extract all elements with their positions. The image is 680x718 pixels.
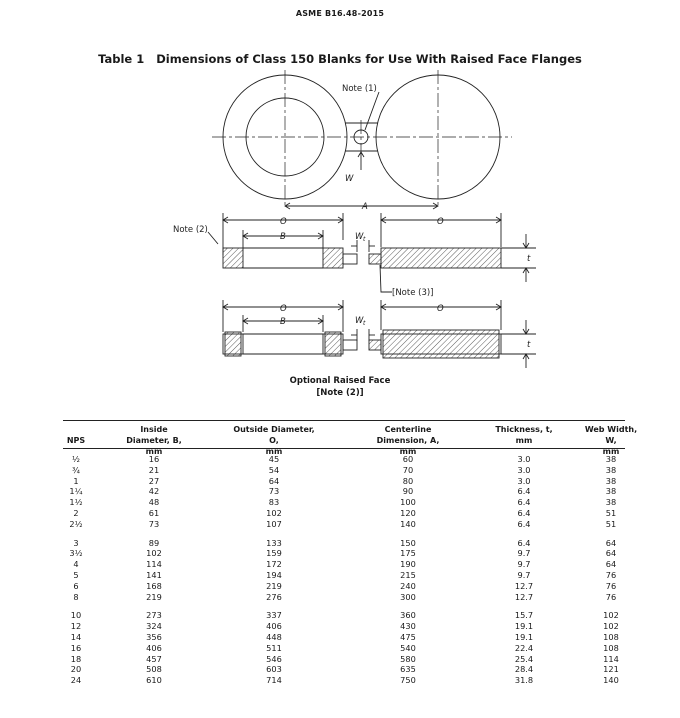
table-row bbox=[63, 592, 625, 603]
table-cell: 3.0 bbox=[517, 454, 531, 464]
table-cell: 38 bbox=[605, 486, 617, 497]
table-cell: 141 bbox=[146, 569, 162, 580]
table-cell: 48 bbox=[148, 497, 160, 508]
col-header-thickness: Thickness, t, mm bbox=[495, 425, 553, 445]
table-cell: 38 bbox=[605, 464, 617, 475]
table-cell: 4 bbox=[73, 559, 79, 570]
table-cell: 114 bbox=[603, 653, 619, 664]
table-cell: ¾ bbox=[72, 464, 80, 475]
table-cell: 6.4 bbox=[517, 497, 531, 508]
table-cell: 76 bbox=[605, 591, 617, 602]
table-header bbox=[63, 421, 638, 456]
table-cell: ½ bbox=[72, 454, 80, 464]
document-header: ASME B16.48-2015 bbox=[295, 9, 385, 18]
table-cell: 51 bbox=[605, 507, 617, 518]
table-row bbox=[63, 559, 625, 570]
table-cell: 190 bbox=[400, 559, 416, 570]
wt-subscript-2: t bbox=[363, 320, 366, 327]
b-label-left: B bbox=[280, 232, 286, 242]
table-row bbox=[63, 581, 625, 592]
table-cell: 9.7 bbox=[517, 569, 531, 580]
table-cell: 120 bbox=[400, 507, 416, 518]
table-cell: 448 bbox=[266, 631, 282, 642]
o-label-left-2: O bbox=[280, 304, 287, 314]
table-row bbox=[63, 476, 625, 487]
table-cell: 406 bbox=[266, 621, 282, 632]
table-cell: 64 bbox=[605, 548, 617, 559]
table-cell: 102 bbox=[603, 610, 619, 621]
table-cell: 20 bbox=[70, 664, 82, 675]
table-cell: 31.8 bbox=[514, 675, 534, 686]
table-cell: 64 bbox=[605, 559, 617, 570]
table-cell: 102 bbox=[603, 621, 619, 632]
table-cell: 108 bbox=[603, 642, 619, 653]
table-cell: 73 bbox=[268, 486, 280, 497]
table-cell: 475 bbox=[400, 631, 416, 642]
table-cell: 80 bbox=[402, 475, 414, 486]
table-cell: 168 bbox=[146, 580, 162, 591]
table-cell: 360 bbox=[400, 610, 416, 621]
table-cell: 1 bbox=[73, 475, 79, 486]
w-label: W bbox=[345, 174, 354, 184]
table-cell: 9.7 bbox=[517, 559, 531, 570]
table-cell: 215 bbox=[400, 569, 416, 580]
wt-label: W bbox=[355, 232, 364, 242]
table-cell: 159 bbox=[266, 548, 282, 559]
table-cell: 546 bbox=[266, 653, 282, 664]
table-cell: 102 bbox=[266, 507, 282, 518]
table-cell: 108 bbox=[603, 631, 619, 642]
table-row bbox=[63, 454, 625, 465]
table-cell: 2 bbox=[73, 507, 79, 518]
table-cell: 2½ bbox=[69, 518, 83, 529]
table-cell: 10 bbox=[70, 610, 82, 621]
table-row bbox=[63, 508, 625, 519]
wt-subscript: t bbox=[363, 236, 366, 243]
table-cell: 750 bbox=[400, 675, 416, 686]
table-number: Table 1 bbox=[98, 52, 145, 66]
note3-label: [Note (3)] bbox=[392, 288, 434, 298]
table-cell: 540 bbox=[400, 642, 416, 653]
table-title-text: Dimensions of Class 150 Blanks for Use With Raised Face Flanges bbox=[156, 52, 582, 66]
table-cell: 133 bbox=[266, 537, 282, 548]
table-cell: 19.1 bbox=[514, 621, 534, 632]
table-cell: 324 bbox=[146, 621, 162, 632]
table-cell: 6.4 bbox=[517, 537, 531, 548]
table-cell: 51 bbox=[605, 518, 617, 529]
table-cell: 107 bbox=[266, 518, 282, 529]
table-cell: 219 bbox=[146, 591, 162, 602]
o-label-right-2: O bbox=[437, 304, 444, 314]
table-row bbox=[63, 664, 625, 675]
table-cell: 38 bbox=[605, 497, 617, 508]
table-row bbox=[63, 519, 625, 530]
table-row bbox=[63, 548, 625, 559]
table-cell: 508 bbox=[146, 664, 162, 675]
table-cell: 89 bbox=[148, 537, 160, 548]
table-cell: 61 bbox=[148, 507, 160, 518]
table-cell: 16 bbox=[148, 454, 160, 464]
table-cell: 114 bbox=[146, 559, 162, 570]
table-cell: 3.0 bbox=[517, 475, 531, 486]
table-cell: 150 bbox=[400, 537, 416, 548]
table-cell: 140 bbox=[400, 518, 416, 529]
table-cell: 175 bbox=[400, 548, 416, 559]
table-cell: 580 bbox=[400, 653, 416, 664]
table-cell: 1¼ bbox=[69, 486, 83, 497]
table-cell: 194 bbox=[266, 569, 282, 580]
table-cell: 9.7 bbox=[517, 548, 531, 559]
table-cell: 3½ bbox=[69, 548, 83, 559]
table-cell: 60 bbox=[402, 454, 414, 464]
col-header-centerline: Centerline Dimension, A, mm bbox=[376, 425, 440, 456]
table-cell: 635 bbox=[400, 664, 416, 675]
table-cell: 610 bbox=[146, 675, 162, 686]
t-label-2: t bbox=[527, 340, 531, 350]
table-cell: 8 bbox=[73, 591, 79, 602]
table-cell: 5 bbox=[73, 569, 79, 580]
table-cell: 42 bbox=[148, 486, 160, 497]
table-cell: 219 bbox=[266, 580, 282, 591]
table-cell: 102 bbox=[146, 548, 162, 559]
table-cell: 273 bbox=[146, 610, 162, 621]
table-row bbox=[63, 486, 625, 497]
a-label: A bbox=[362, 202, 368, 212]
table-row bbox=[63, 465, 625, 476]
table-cell: 24 bbox=[70, 675, 82, 686]
table-cell: 100 bbox=[400, 497, 416, 508]
table-cell: 240 bbox=[400, 580, 416, 591]
table-row bbox=[63, 610, 625, 621]
table-cell: 121 bbox=[603, 664, 619, 675]
table-cell: 6 bbox=[73, 580, 79, 591]
table-cell: 337 bbox=[266, 610, 282, 621]
b-label-left-2: B bbox=[280, 317, 286, 327]
note2-label: Note (2) bbox=[173, 225, 208, 235]
table-cell: 6.4 bbox=[517, 486, 531, 497]
table-cell: 12 bbox=[70, 621, 82, 632]
note1-label: Note (1) bbox=[342, 84, 377, 94]
figure-caption: Optional Raised Face bbox=[289, 376, 391, 386]
col-header-web-width: Web Width, W, mm bbox=[584, 425, 638, 456]
table-cell: 38 bbox=[605, 475, 617, 486]
table-cell: 90 bbox=[402, 486, 414, 497]
table-cell: 172 bbox=[266, 559, 282, 570]
table-cell: 70 bbox=[402, 464, 414, 475]
table-row bbox=[63, 621, 625, 632]
col-header-nps: NPS bbox=[66, 436, 86, 445]
table-cell: 16 bbox=[70, 642, 82, 653]
table-cell: 14 bbox=[70, 631, 82, 642]
table-cell: 76 bbox=[605, 580, 617, 591]
table-cell: 714 bbox=[266, 675, 282, 686]
table-cell: 603 bbox=[266, 664, 282, 675]
o-label-right: O bbox=[437, 217, 444, 227]
col-header-outside-diameter: Outside Diameter, O, mm bbox=[233, 425, 315, 456]
table-cell: 64 bbox=[268, 475, 280, 486]
table-cell: 430 bbox=[400, 621, 416, 632]
table-cell: 1½ bbox=[69, 497, 83, 508]
table-row bbox=[63, 538, 625, 549]
table-cell: 6.4 bbox=[517, 518, 531, 529]
table-cell: 12.7 bbox=[514, 591, 534, 602]
table-cell: 73 bbox=[148, 518, 160, 529]
table-cell: 83 bbox=[268, 497, 280, 508]
table-cell: 54 bbox=[268, 464, 280, 475]
table-row bbox=[63, 643, 625, 654]
table-cell: 19.1 bbox=[514, 631, 534, 642]
table-cell: 12.7 bbox=[514, 580, 534, 591]
table-cell: 6.4 bbox=[517, 507, 531, 518]
table-cell: 28.4 bbox=[514, 664, 534, 675]
table-row bbox=[63, 632, 625, 643]
table-cell: 22.4 bbox=[514, 642, 534, 653]
col-header-inside-diameter: Inside Diameter, B, mm bbox=[126, 425, 182, 456]
table-cell: 457 bbox=[146, 653, 162, 664]
table-row bbox=[63, 675, 625, 686]
table-cell: 25.4 bbox=[514, 653, 534, 664]
table-cell: 140 bbox=[603, 675, 619, 686]
table-row bbox=[63, 570, 625, 581]
table-cell: 64 bbox=[605, 537, 617, 548]
table-body bbox=[63, 449, 625, 686]
o-label-left: O bbox=[280, 217, 287, 227]
table-cell: 15.7 bbox=[514, 610, 534, 621]
t-label: t bbox=[527, 254, 531, 264]
table-cell: 76 bbox=[605, 569, 617, 580]
table-cell: 511 bbox=[266, 642, 282, 653]
table-row bbox=[63, 497, 625, 508]
table-cell: 18 bbox=[70, 653, 82, 664]
table-cell: 356 bbox=[146, 631, 162, 642]
table-cell: 27 bbox=[148, 475, 160, 486]
dimensions-table bbox=[63, 420, 638, 686]
figure-caption-note: [Note (2)] bbox=[316, 388, 364, 398]
table-cell: 406 bbox=[146, 642, 162, 653]
table-cell: 3.0 bbox=[517, 464, 531, 475]
table-cell: 45 bbox=[268, 454, 280, 464]
table-cell: 21 bbox=[148, 464, 160, 475]
table-cell: 3 bbox=[73, 537, 79, 548]
table-cell: 38 bbox=[605, 454, 617, 464]
wt-label-2: W bbox=[355, 316, 364, 326]
table-cell: 300 bbox=[400, 591, 416, 602]
table-row bbox=[63, 654, 625, 665]
table-cell: 276 bbox=[266, 591, 282, 602]
